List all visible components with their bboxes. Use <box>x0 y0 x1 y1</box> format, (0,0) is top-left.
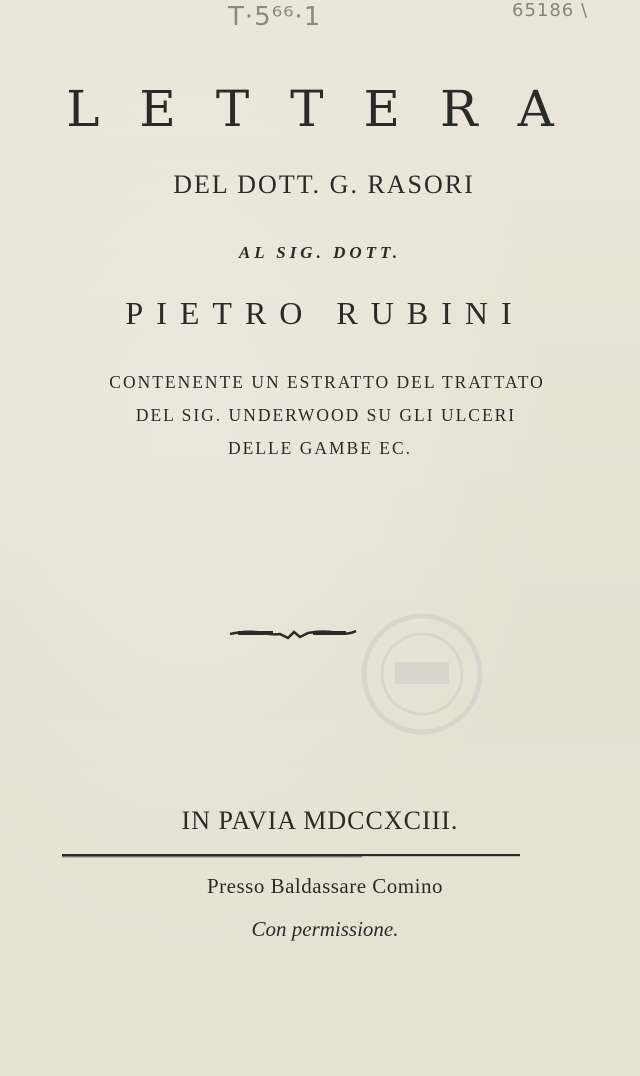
horizontal-rule <box>62 854 520 858</box>
book-title: LETTERA <box>66 80 594 138</box>
recipient-name: PIETRO RUBINI <box>125 295 525 331</box>
shelfmark-right: 65186 \ <box>512 0 589 21</box>
ornament-icon <box>228 626 358 642</box>
subtitle-line-2: DEL SIG. UNDERWOOD SU GLI ULCERI <box>135 405 517 425</box>
permission-line: Con permissione. <box>251 917 399 941</box>
author-line: DEL DOTT. G. RASORI <box>173 170 475 199</box>
subtitle-line-1: CONTENENTE UN ESTRATTO DEL TRATTATO <box>109 372 545 392</box>
subtitle-line-3: DELLE GAMBE EC. <box>227 438 413 458</box>
shelfmark-left: T·5⁶⁶·1 <box>228 2 322 32</box>
library-stamp-icon <box>360 612 485 737</box>
imprint-line: IN PAVIA MDCCXCIII. <box>181 806 459 835</box>
addressee-line: AL SIG. DOTT. <box>238 243 402 262</box>
printer-line: Presso Baldassare Comino <box>207 874 443 898</box>
